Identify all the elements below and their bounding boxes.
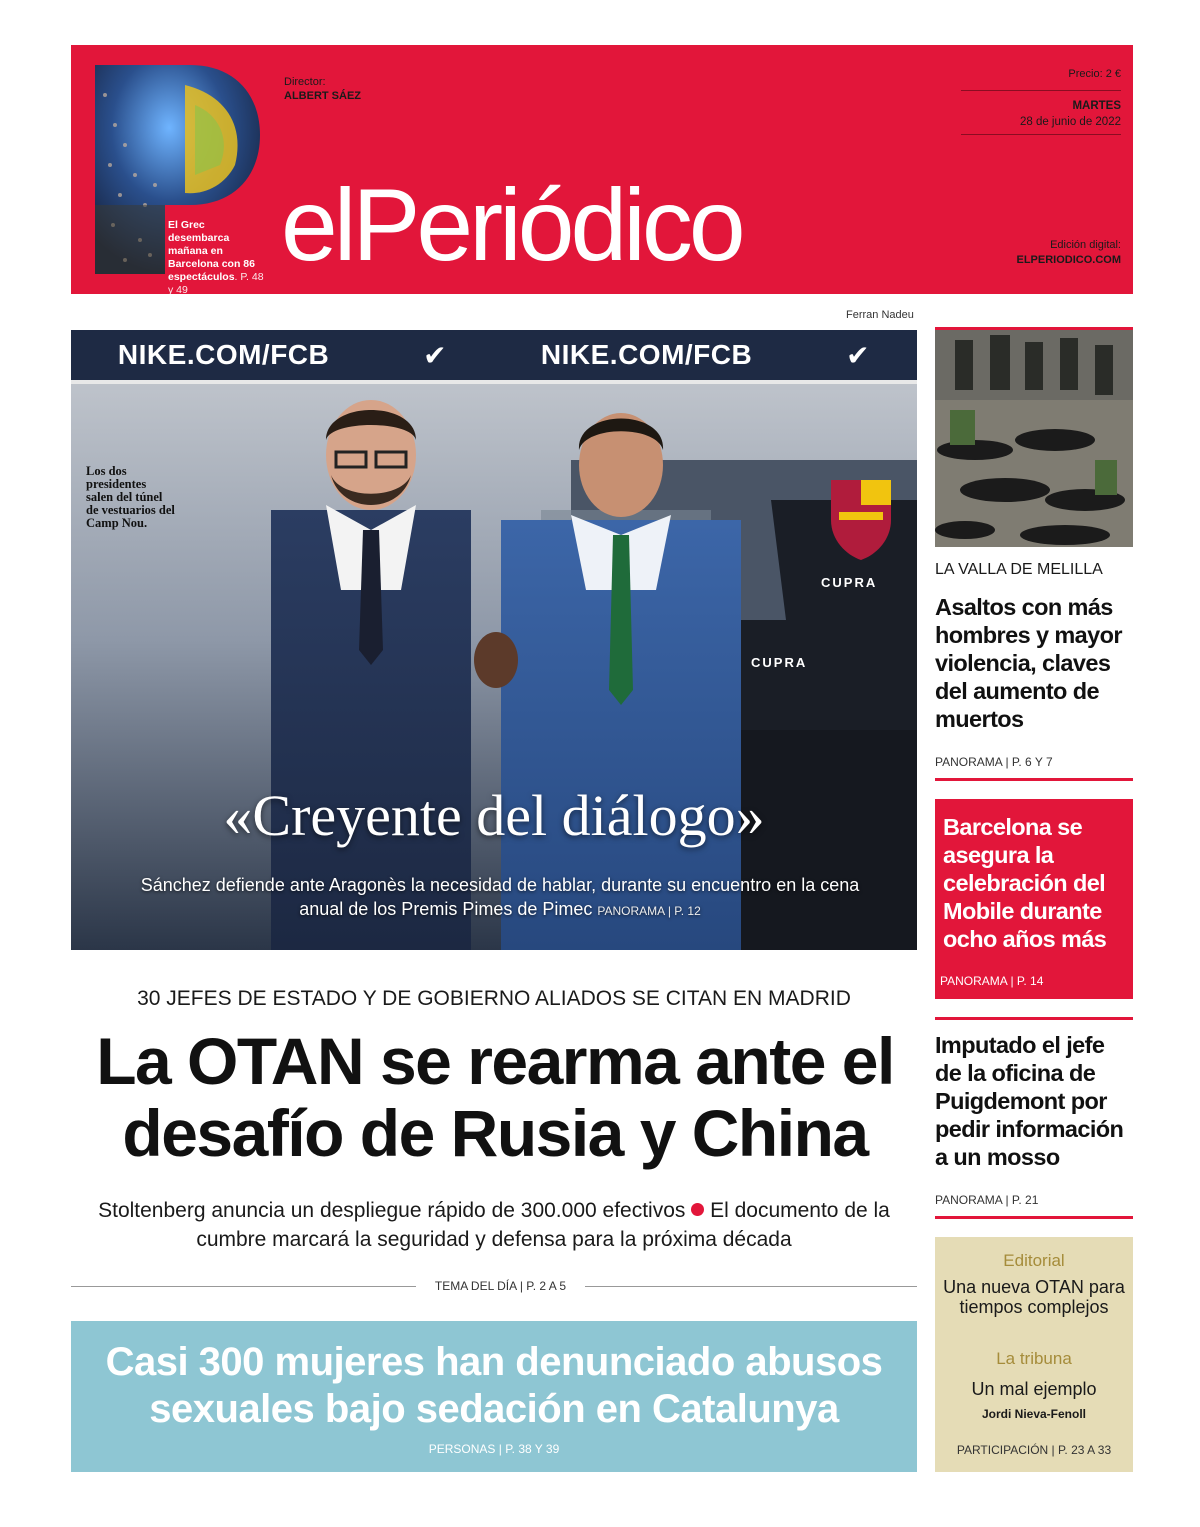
divider — [71, 1286, 416, 1287]
divider — [935, 778, 1133, 781]
lead-photo-image — [71, 330, 917, 950]
banner-text: NIKE.COM/FCB — [540, 339, 753, 370]
date: 28 de junio de 2022 — [1019, 116, 1121, 128]
digital-edition[interactable] — [1016, 238, 1121, 268]
imputado-headline[interactable]: Imputado el jefe de la oficina de Puigdemont por pedir información a un mosso — [935, 1032, 1124, 1170]
divider — [585, 1286, 917, 1287]
tribuna-author: Jordi Nieva-Fenoll — [981, 1407, 1087, 1421]
editorial-label: Editorial — [1003, 1251, 1065, 1270]
mobile-headline[interactable]: Barcelona se asegura la celebración del Mobile durante ocho años más — [943, 814, 1107, 952]
lead-sub-2: El documento de la cumbre marcará la seguridad y defensa para la próxima década — [196, 1199, 890, 1251]
melilla-kicker: LA VALLA DE MELILLA — [935, 561, 1103, 578]
melilla-headline[interactable]: Asaltos con más hombres y mayor violencia, claves del aumento de muertos — [935, 594, 1122, 732]
grec-pages: . P. 48 y 49 — [168, 271, 264, 296]
photo-caption: Los dos presidentes salen del túnel de vestuarios del Camp Nou. — [86, 464, 175, 530]
nike-swoosh-icon: ✔ — [423, 339, 448, 371]
mobile-section[interactable]: PANORAMA | P. 14 — [940, 974, 1044, 988]
photo-quote-subhead — [120, 873, 880, 923]
lead-photo[interactable] — [71, 330, 917, 950]
masthead — [71, 45, 1133, 294]
imputado-section[interactable]: PANORAMA | P. 21 — [935, 1193, 1039, 1207]
director-label: Director: — [284, 76, 326, 88]
mobile-story-box[interactable] — [935, 799, 1133, 999]
quote-sub-text: Sánchez defiende ante Aragonès la necesidad de hablar, durante su encuentro en la cena anual de los Premis Pimes de Pimec — [140, 875, 860, 919]
participacion-section[interactable]: PARTICIPACIÓN | P. 23 A 33 — [956, 1443, 1112, 1457]
digital-label: Edición digital: — [1050, 239, 1121, 251]
nike-swoosh-icon: ✔ — [846, 339, 871, 371]
lead-sub-1: Stoltenberg anuncia un despliegue rápido de 300.000 efectivos — [98, 1199, 686, 1222]
seat-brand: CUPRA — [751, 655, 808, 670]
lead-kicker: 30 JEFES DE ESTADO Y DE GOBIERNO ALIADOS SE CITAN EN MADRID — [137, 987, 851, 1010]
masthead-divider — [961, 90, 1121, 91]
editorial-title[interactable]: Una nueva OTAN para tiempos complejos — [943, 1277, 1125, 1317]
masthead-divider — [961, 134, 1121, 135]
lead-section-ref[interactable]: TEMA DEL DÍA | P. 2 A 5 — [434, 1279, 567, 1293]
grec-teaser[interactable] — [168, 219, 268, 297]
divider — [935, 1216, 1133, 1219]
stadium-banner — [71, 330, 917, 380]
lead-headline[interactable]: La OTAN se rearma ante el desafío de Rusia y China — [96, 1024, 894, 1170]
lead-subhead — [71, 1196, 917, 1254]
digital-url[interactable]: ELPERIODICO.COM — [1016, 254, 1121, 266]
director-block — [284, 75, 361, 103]
weekday: MARTES — [1072, 100, 1121, 112]
bullet-dot-icon — [691, 1203, 704, 1216]
seat-brand: CUPRA — [821, 575, 878, 590]
banner-text: NIKE.COM/FCB — [117, 339, 330, 370]
photo-quote-headline[interactable]: «Creyente del diálogo» — [223, 783, 765, 848]
personas-section[interactable]: PERSONAS | P. 38 Y 39 — [428, 1442, 560, 1456]
tribuna-title[interactable]: Un mal ejemplo — [971, 1379, 1097, 1399]
grec-text: El Grec desembarca mañana en Barcelona con 86 espectáculos — [168, 219, 255, 283]
price: Precio: 2 € — [1068, 68, 1121, 80]
newspaper-logo[interactable]: elPeriódico — [281, 168, 742, 282]
director-name: ALBERT SÁEZ — [284, 90, 361, 102]
tribuna-label: La tribuna — [996, 1349, 1072, 1368]
melilla-section[interactable]: PANORAMA | P. 6 Y 7 — [935, 755, 1053, 769]
opinion-box — [935, 1237, 1133, 1472]
personas-headline[interactable]: Casi 300 mujeres han denunciado abusos sexuales bajo sedación en Catalunya — [105, 1340, 883, 1431]
melilla-photo[interactable] — [935, 330, 1133, 547]
date-block — [1020, 98, 1121, 130]
quote-section[interactable]: PANORAMA | P. 12 — [597, 904, 701, 918]
personas-story-box[interactable] — [71, 1321, 917, 1472]
divider — [935, 1017, 1133, 1020]
photo-credit: Ferran Nadeu — [846, 309, 914, 321]
